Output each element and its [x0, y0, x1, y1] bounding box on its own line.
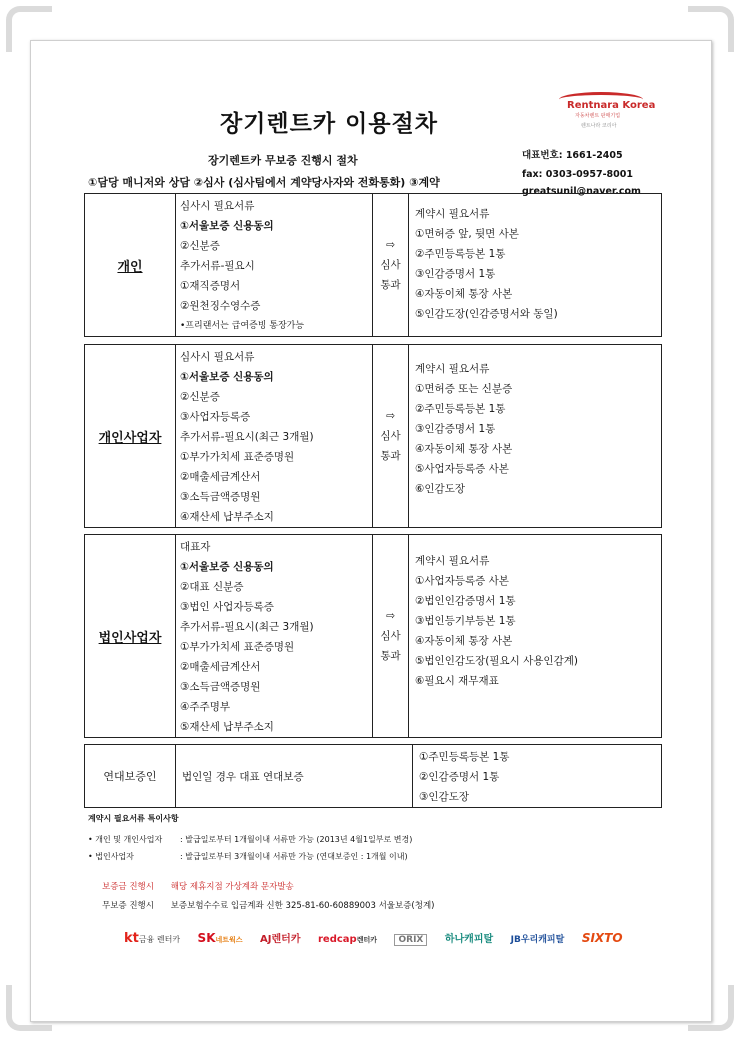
section-label: 법인사업자	[85, 535, 176, 738]
review-line: ③소득금액증명원	[180, 681, 261, 693]
section-guarantor	[84, 744, 662, 808]
partner-logo-orix: ORIX	[394, 934, 427, 946]
contract-line: ②법인인감증명서 1통	[415, 595, 516, 607]
review-line: ①서울보증 신용동의	[180, 220, 274, 232]
review-line: ②신분증	[180, 240, 220, 252]
contract-line: ⑥인감도장	[415, 483, 465, 495]
contract-line: ③법인등기부등본 1통	[415, 615, 516, 627]
review-line: 대표자	[180, 541, 211, 553]
review-line: ②원천징수영수증	[180, 300, 261, 312]
review-documents	[176, 535, 373, 738]
payment-row	[102, 878, 434, 897]
review-pass	[373, 535, 409, 738]
partner-logo-jb: JB우리캐피탈	[510, 935, 565, 945]
contract-line: ②주민등록등본 1통	[415, 403, 506, 415]
review-line: •프리랜서는 급여증빙 통장가능	[180, 321, 305, 331]
partner-logos	[124, 930, 637, 952]
payment-label: 무보증 진행시	[102, 901, 154, 911]
contract-line: ①사업자등록증 사본	[415, 575, 509, 587]
review-line: ①부가가치세 표준증명원	[180, 451, 295, 463]
review-line: ②매출세금계산서	[180, 661, 261, 673]
partner-logo-sixto: SIXTO	[581, 931, 623, 945]
review-documents	[176, 345, 373, 528]
contract-documents	[409, 194, 662, 337]
section-label: 개인사업자	[85, 345, 176, 528]
contract-line: ③인감증명서 1통	[415, 268, 496, 280]
logo-tagline: 자동차렌트 판매기업	[575, 113, 621, 119]
partner-logo-hana: 하나캐피탈	[444, 934, 494, 945]
contract-line: ②인감증명서 1통	[419, 771, 500, 783]
review-line: 추가서류-필요시(최근 3개월)	[180, 431, 314, 443]
contract-documents	[409, 535, 662, 738]
review-pass-text: 통과	[380, 650, 401, 662]
review-line: ③소득금액증명원	[180, 491, 261, 503]
partner-logo-aj: AJ렌터카	[260, 934, 301, 945]
contract-line: ①주민등록등본 1통	[419, 751, 510, 763]
contract-line: ①면허증 앞, 뒷면 사본	[415, 228, 519, 240]
contact-phone: 대표번호: 1661-2405	[522, 150, 623, 161]
page-title: 장기렌트카 이용절차	[220, 111, 438, 137]
review-line: ②매출세금계산서	[180, 471, 261, 483]
contract-documents	[409, 345, 662, 528]
guarantor-condition: 법인일 경우 대표 연대보증	[176, 745, 413, 808]
review-pass	[373, 194, 409, 337]
arrow-icon: ⇨	[386, 610, 395, 622]
contract-line: ④자동이체 통장 사본	[415, 635, 513, 647]
contract-line: ①면허증 또는 신분증	[415, 383, 513, 395]
section-label: 개인	[85, 194, 176, 337]
review-line: ④재산세 납부주소지	[180, 511, 274, 523]
review-line: ②대표 신분증	[180, 581, 244, 593]
review-line: ①재직증명서	[180, 280, 241, 292]
contract-line: ⑥필요시 재무재표	[415, 675, 499, 687]
review-pass-text: 심사	[380, 430, 401, 442]
review-line: ③사업자등록증	[180, 411, 251, 423]
review-pass-text: 통과	[380, 279, 401, 291]
review-line: ①서울보증 신용동의	[180, 371, 274, 383]
payment-row	[102, 897, 434, 916]
notes-who: • 법인사업자	[88, 852, 134, 861]
notes-item	[88, 831, 412, 848]
review-line: ⑤재산세 납부주소지	[180, 721, 274, 733]
contract-line: ④자동이체 통장 사본	[415, 443, 513, 455]
section-label: 연대보증인	[85, 745, 176, 808]
contract-notes	[88, 810, 412, 865]
review-line: 추가서류-필요시	[180, 260, 255, 272]
contract-line: ③인감증명서 1통	[415, 423, 496, 435]
review-documents	[176, 194, 373, 337]
contract-line: ⑤인감도장(인감증명서와 동일)	[415, 308, 558, 320]
contract-line: ③인감도장	[419, 791, 469, 803]
partner-logo-kt: kt금융 렌터카	[124, 931, 181, 946]
review-line: ②신분증	[180, 391, 220, 403]
review-line: ①부가가치세 표준증명원	[180, 641, 295, 653]
review-pass-text: 심사	[380, 630, 401, 642]
review-pass	[373, 345, 409, 528]
notes-text: : 발급일로부터 3개월이내 서류만 가능 (연대보증인 : 1개월 이내)	[180, 852, 408, 861]
section-individual	[84, 193, 662, 337]
review-line: 심사시 필요서류	[180, 200, 255, 212]
guarantor-documents	[413, 745, 662, 808]
review-line: 심사시 필요서류	[180, 351, 255, 363]
payment-label: 보증금 진행시	[102, 882, 154, 892]
logo-brand: Rentnara Korea	[567, 100, 656, 111]
notes-text: : 발급일로부터 1개월이내 서류만 가능 (2013년 4월1일부로 변경)	[180, 835, 413, 844]
contract-line: ②주민등록등본 1통	[415, 248, 506, 260]
contract-line: 계약시 필요서류	[415, 555, 490, 567]
review-line: 추가서류-필요시(최근 3개월)	[180, 621, 314, 633]
notes-title: 계약시 필요서류 특이사항	[88, 814, 179, 823]
partner-logo-sk: SK네트웍스	[197, 931, 243, 945]
payment-text: 보증보험수수료 입금계좌 신한 325-81-60-60889003 서울보증(청계)	[170, 901, 435, 911]
contract-line: ④자동이체 통장 사본	[415, 288, 513, 300]
procedure-subtitle: 장기렌트카 무보증 진행시 절차	[208, 154, 358, 167]
contract-line: 계약시 필요서류	[415, 208, 490, 220]
section-corporation	[84, 534, 662, 738]
section-sole-proprietor	[84, 344, 662, 528]
review-line: ④주주명부	[180, 701, 230, 713]
review-pass-text: 통과	[380, 450, 401, 462]
contract-line: ⑤사업자등록증 사본	[415, 463, 509, 475]
contract-line: ⑤법인인감도장(필요시 사용인감계)	[415, 655, 578, 667]
arrow-icon: ⇨	[386, 239, 395, 251]
contact-email[interactable]: greatsunil@naver.com	[522, 186, 641, 197]
notes-who: • 개인 및 개인사업자	[88, 835, 163, 844]
review-pass-text: 심사	[380, 259, 401, 271]
contact-fax: fax: 0303-0957-8001	[522, 169, 633, 180]
arrow-icon: ⇨	[386, 410, 395, 422]
review-line: ③법인 사업자등록증	[180, 601, 274, 613]
notes-item	[88, 848, 412, 865]
review-line: ①서울보증 신용동의	[180, 561, 274, 573]
logo-sub: 렌트나라 코리아	[581, 123, 617, 129]
contract-line: 계약시 필요서류	[415, 363, 490, 375]
payment-info	[102, 878, 434, 916]
rentnara-logo	[555, 92, 656, 132]
partner-logo-redcap: redcap렌터카	[317, 934, 377, 945]
procedure-steps: ①담당 매니저와 상담 ②심사 (심사팀에서 계약당사자와 전화통화) ③계약	[88, 176, 440, 189]
payment-text: 해당 제휴지점 가상계좌 문자발송	[170, 882, 294, 892]
